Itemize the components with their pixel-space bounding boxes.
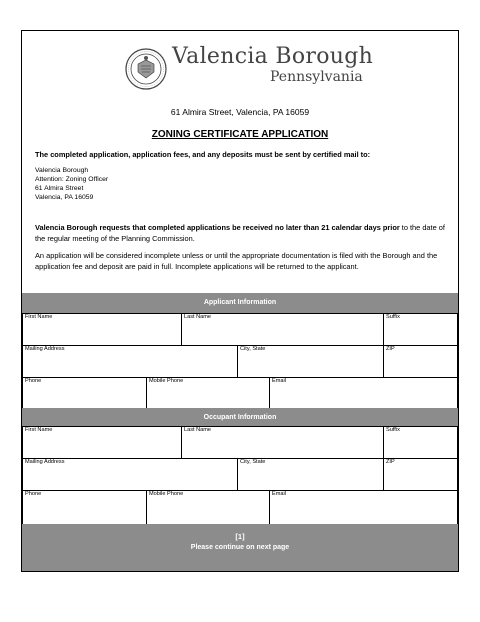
field-label: First Name xyxy=(25,314,53,320)
field-label: Mailing Address xyxy=(25,346,65,352)
occupant-last-name-field[interactable] xyxy=(181,426,384,459)
field-label: Mailing Address xyxy=(25,459,65,465)
applicant-city-state-field[interactable] xyxy=(237,345,384,378)
form-title: ZONING CERTIFICATE APPLICATION xyxy=(151,129,329,140)
applicant-last-name-field[interactable] xyxy=(181,313,384,346)
incomplete-note: An application will be considered incomplete unless or until the appropriate documentation is filed with the Borough and the application fee and deposit are paid in full. Incomplete applications will be returned to the applicant. xyxy=(35,251,438,271)
applicant-first-name-field[interactable] xyxy=(22,313,182,346)
occupant-suffix-field[interactable] xyxy=(383,426,458,459)
field-label: Mobile Phone xyxy=(149,491,184,497)
mailing-address-line: Valencia Borough xyxy=(35,167,89,174)
field-label: Phone xyxy=(25,378,42,384)
field-label: ZIP xyxy=(386,459,395,465)
applicant-mailing-address-field[interactable] xyxy=(22,345,238,378)
mailing-address-line: Valencia, PA 16059 xyxy=(35,194,94,201)
field-label: Email xyxy=(272,491,286,497)
occupant-email-field[interactable] xyxy=(269,490,458,525)
field-label: City, State xyxy=(240,346,266,352)
occupant-mobile-phone-field[interactable] xyxy=(146,490,270,525)
field-label: First Name xyxy=(25,427,53,433)
occupant-mailing-address-field[interactable] xyxy=(22,458,238,491)
occupant-phone-field[interactable] xyxy=(22,490,147,525)
field-label: Suffix xyxy=(386,314,400,320)
deadline-rest: to the date of the regular meeting of the Planning Commission. xyxy=(35,223,445,243)
mail-instruction: The completed application, application fees, and any deposits must be sent by certified mail to: xyxy=(35,150,371,159)
mailing-address-line: Attention: Zoning Officer xyxy=(35,176,109,183)
deadline-bold: Valencia Borough requests that completed applications be received no later than 21 calendar days prior xyxy=(35,223,400,232)
applicant-phone-field[interactable] xyxy=(22,377,147,409)
address-line: 61 Almira Street, Valencia, PA 16059 xyxy=(170,107,310,117)
page-footer xyxy=(22,524,458,571)
field-label: City, State xyxy=(240,459,266,465)
field-label: Mobile Phone xyxy=(149,378,184,384)
org-state: Pennsylvania xyxy=(270,69,363,85)
mailing-address-line: 61 Almira Street xyxy=(35,185,84,192)
occupant-city-state-field[interactable] xyxy=(237,458,384,491)
deadline-note xyxy=(35,222,445,244)
occupant-section-header: Occupant Information xyxy=(22,408,458,427)
field-label: Phone xyxy=(25,491,42,497)
applicant-section-header: Applicant Information xyxy=(22,293,458,313)
field-label: Last Name xyxy=(184,314,212,320)
applicant-zip-field[interactable] xyxy=(383,345,458,378)
applicant-email-field[interactable] xyxy=(269,377,458,409)
occupant-zip-field[interactable] xyxy=(383,458,458,491)
applicant-mobile-phone-field[interactable] xyxy=(146,377,270,409)
field-label: Suffix xyxy=(386,427,400,433)
continue-note: Please continue on next page xyxy=(190,544,290,551)
field-label: ZIP xyxy=(386,346,395,352)
field-label: Last Name xyxy=(184,427,212,433)
borough-seal-icon xyxy=(125,48,167,90)
occupant-first-name-field[interactable] xyxy=(22,426,182,459)
org-name: Valencia Borough xyxy=(172,44,374,69)
applicant-suffix-field[interactable] xyxy=(383,313,458,346)
field-label: Email xyxy=(272,378,286,384)
page-number: [1] xyxy=(235,532,245,541)
